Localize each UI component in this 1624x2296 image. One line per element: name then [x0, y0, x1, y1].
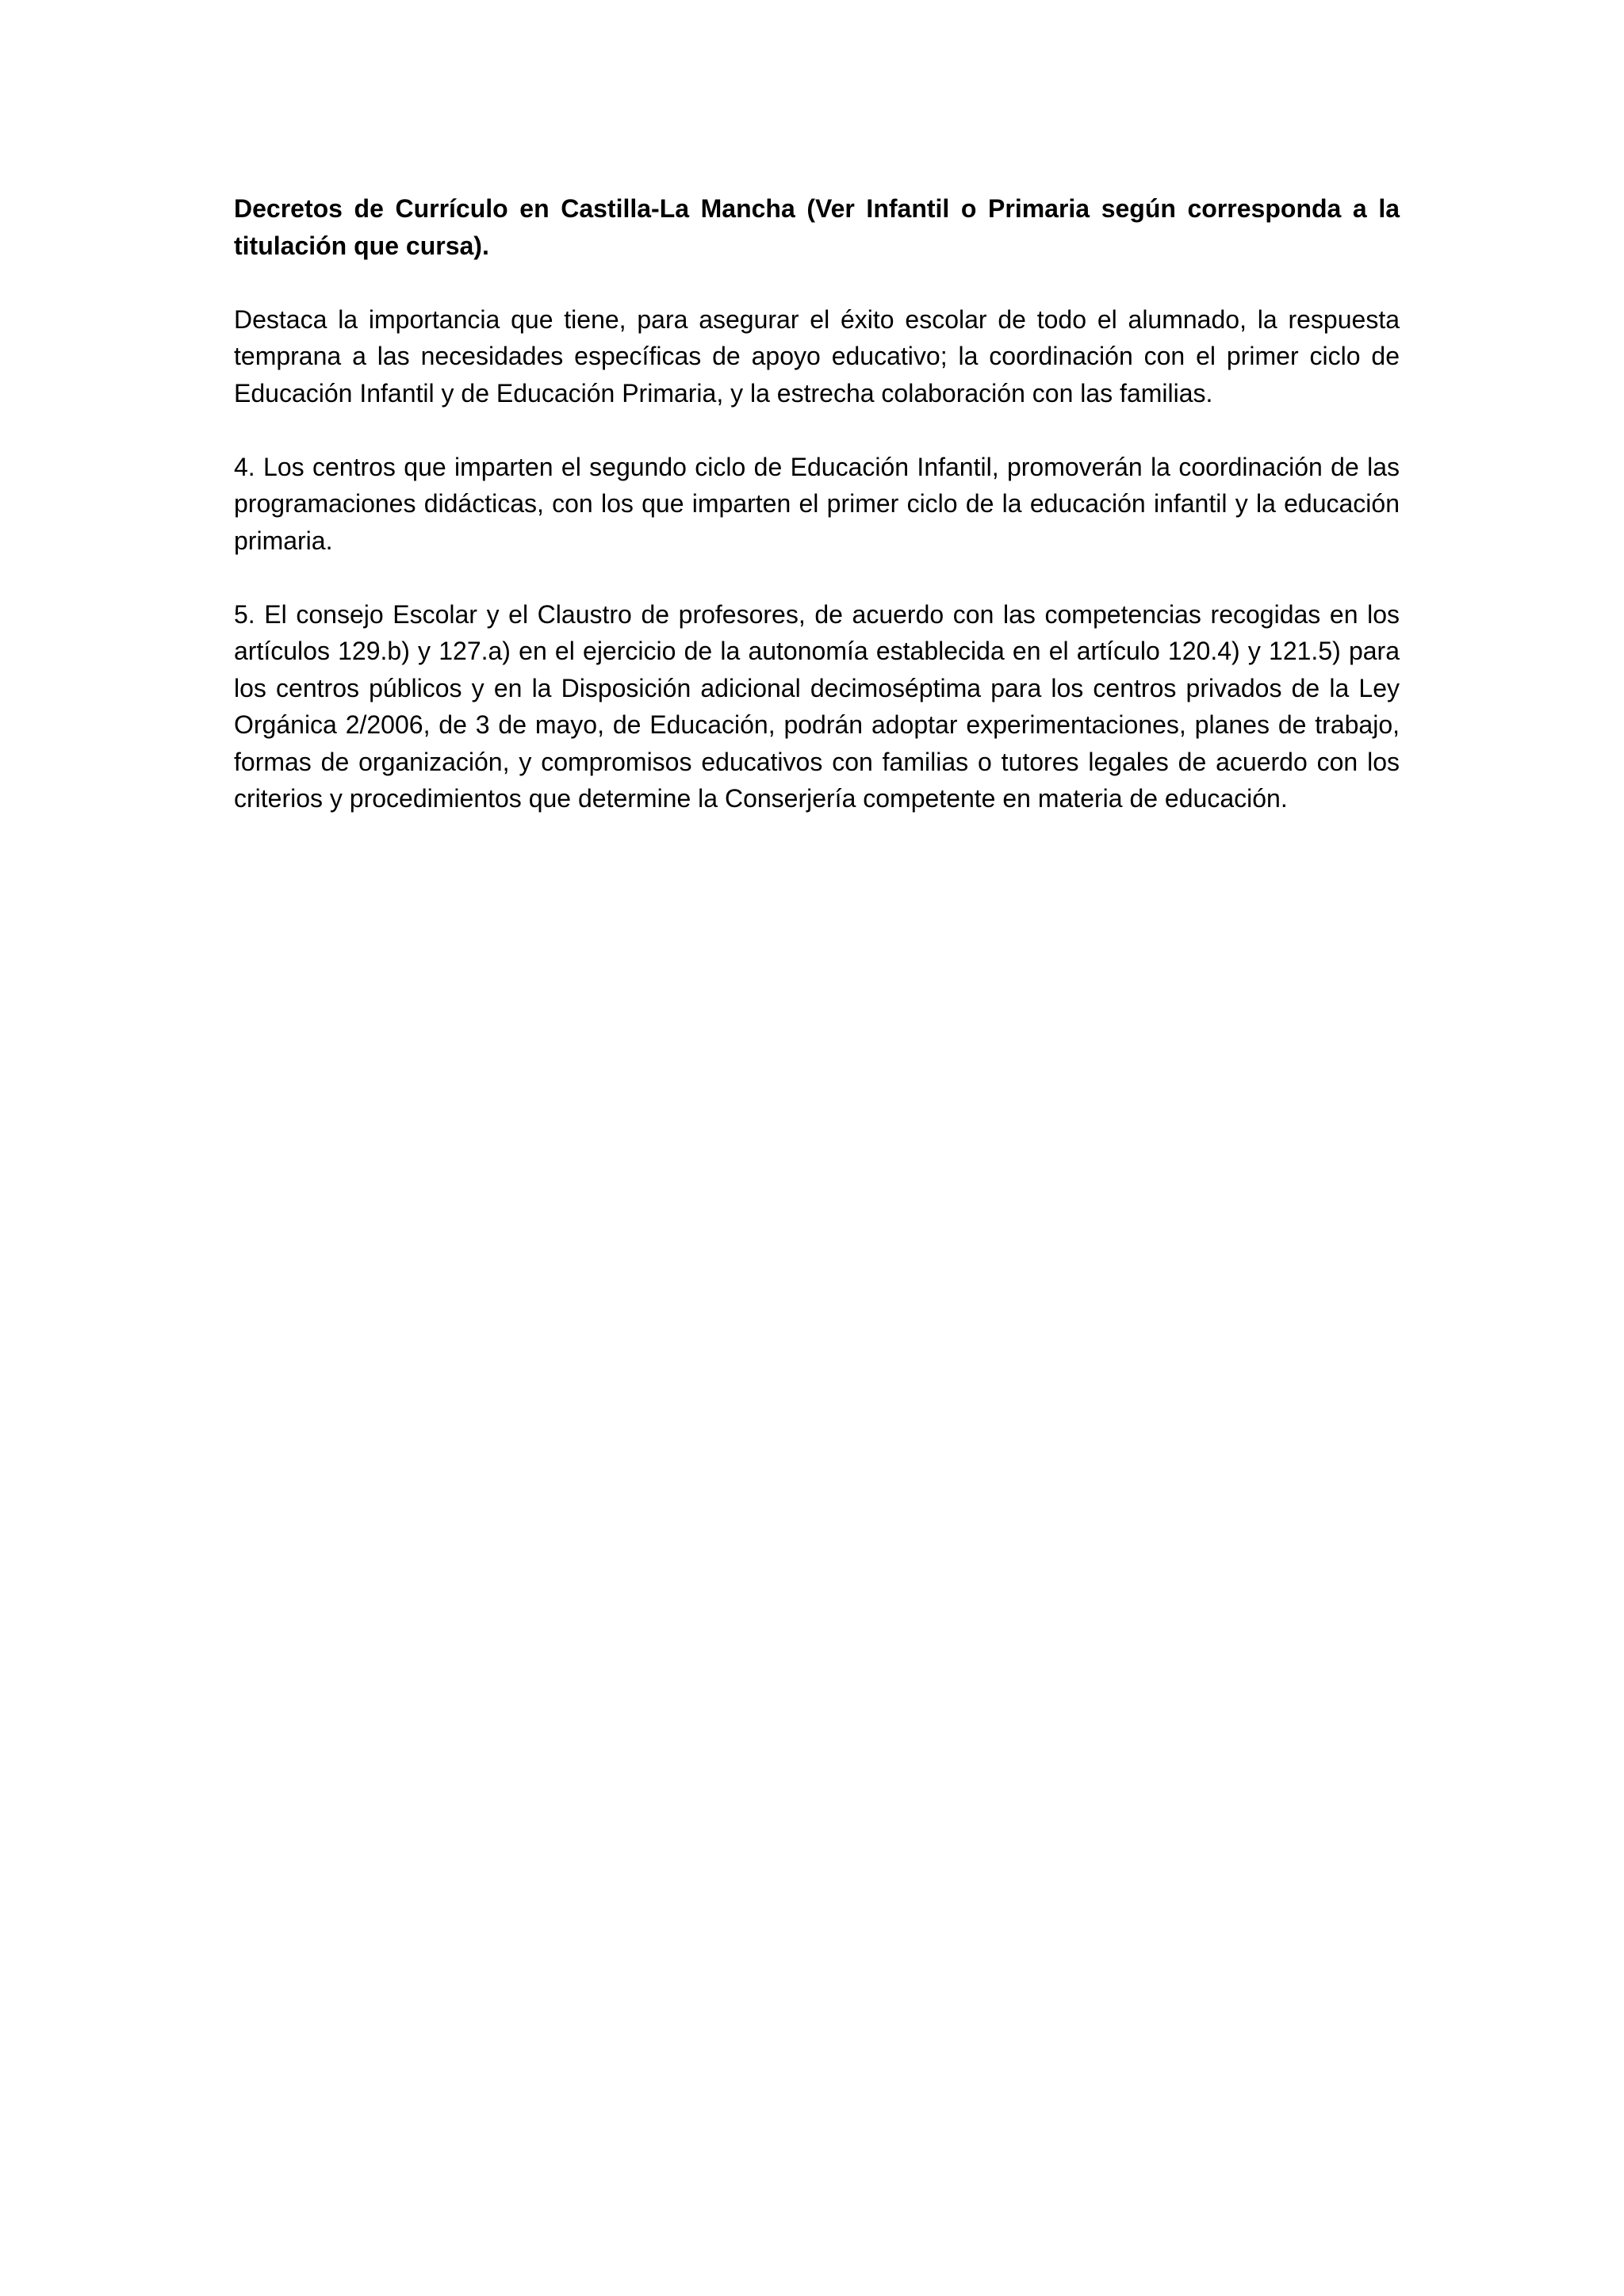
paragraph-importance: Destaca la importancia que tiene, para asegurar el éxito escolar de todo el alumnado, la respuesta temprana a las necesidades específicas de apoyo educativo; la coordinación con el primer ciclo de Educación Infantil y de Educación Primaria, y la estrecha colaboración con las familias.	[234, 304, 1400, 408]
paragraph-item-4: 4. Los centros que imparten el segundo ciclo de Educación Infantil, promoverán la coordinación de las programaciones didácticas, con los que imparten el primer ciclo de la educación infantil y la educación primaria.	[234, 452, 1400, 555]
paragraph-item-5: 5. El consejo Escolar y el Claustro de profesores, de acuerdo con las competencias recogidas en los artículos 129.b) y 127.a) en el ejercicio de la autonomía establecida en el artículo 120.4) y 121.5) para los centros públicos y en la Disposición adicional decimoséptima para los centros privados de la Ley Orgánica 2/2006, de 3 de mayo, de Educación, podrán adoptar experimentaciones, planes de trabajo, formas de organización, y compromisos educativos con familias o tutores legales de acuerdo con los criterios y procedimientos que determine la Conserjería competente en materia de educación.	[234, 599, 1400, 813]
document-heading: Decretos de Currículo en Castilla-La Mancha (Ver Infantil o Primaria según corresponda a la titulación que cursa).	[234, 194, 1400, 260]
document-body	[234, 190, 1400, 854]
